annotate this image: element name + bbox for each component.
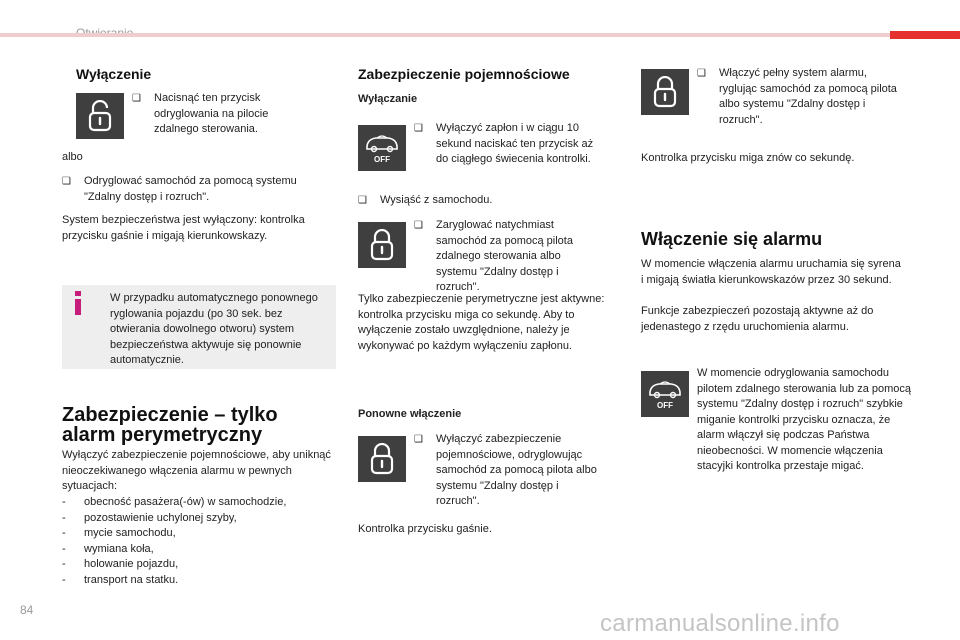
- situations-list: [62, 495, 332, 588]
- col3-status: Kontrolka przycisku miga znów co sekundę.: [641, 152, 855, 164]
- col3-para2: Funkcje zabezpieczeń pozostają aktywne aż do jedenastego z rzędu uruchomienia alarmu.: [641, 305, 874, 333]
- col3-step1: ❑ Włączyć pełny system alarmu, ryglując samochód za pomocą pilota albo systemu "Zdalny dostęp i rozruch".: [697, 67, 897, 126]
- svg-text:OFF: OFF: [657, 401, 673, 410]
- header-accent: [890, 31, 960, 39]
- col1-status: System bezpieczeństwa jest wyłączony: kontrolka przycisku gaśnie i migają kierunkowskazy.: [62, 214, 305, 242]
- list-item: - obecność pasażera(-ów) w samochodzie,: [62, 496, 287, 508]
- watermark: carmanualsonline.info: [600, 610, 840, 637]
- col1-section2-title-line1: Zabezpieczenie – tylko: [62, 404, 278, 426]
- page-number: 84: [20, 603, 34, 617]
- unlock-icon: [76, 93, 124, 139]
- col2-step2: ❑ Wysiąść z samochodu.: [358, 194, 493, 206]
- list-item: - pozostawienie uchylonej szyby,: [62, 511, 237, 524]
- list-item: - wymiana koła,: [62, 542, 154, 555]
- col1-section2-intro: Wyłączyć zabezpieczenie pojemnościowe, aby uniknąć nieoczekiwanego włączenia alarmu w pewnych sytuacjach:: [62, 449, 331, 492]
- col1-step1: ❑ Nacisnąć ten przycisk odryglowania na pilocie zdalnego sterowania.: [132, 92, 269, 135]
- lock-icon: [641, 69, 689, 115]
- col2-note: Tylko zabezpieczenie perymetryczne jest aktywne: kontrolka przycisku miga co sekundę. Aby to wyłączenie zostało uwzględnione, należy je wykonywać po każdym wyłączeniu zapłonu.: [358, 293, 605, 352]
- col1-step2: ❑ Odryglować samochód za pomocą systemu "Zdalny dostęp i rozruch".: [62, 175, 297, 203]
- alarm-off-button-icon: [358, 125, 406, 171]
- col2-title: Zabezpieczenie pojemnościowe: [358, 66, 570, 82]
- col3-title: Włączenie się alarmu: [641, 229, 823, 249]
- col1-section2-title-line2: alarm perymetryczny: [62, 424, 263, 446]
- col2-step3: ❑ Zaryglować natychmiast samochód za pomocą pilota zdalnego sterowania albo systemu "Zdalny dostęp i rozruch".: [414, 219, 573, 293]
- col2-step1: ❑ Wyłączyć zapłon i w ciągu 10 sekund naciskać ten przycisk aż do ciągłego świecenia kontrolki.: [414, 122, 594, 165]
- list-item: - transport na statku.: [62, 573, 179, 586]
- info-text: W przypadku automatycznego ponownego ryglowania pojazdu (po 30 sek. bez otwierania dowolnego otworu) system bezpieczeństwa aktywuje się ponownie automatycznie.: [110, 292, 318, 366]
- col1-albo: albo: [62, 151, 83, 163]
- col3-para1: W momencie włączenia alarmu uruchamia się syrena i migają światła kierunkowskazów przez 30 sekund.: [641, 258, 901, 286]
- list-item: - holowanie pojazdu,: [62, 558, 179, 570]
- list-item: - mycie samochodu,: [62, 527, 176, 539]
- col3-detail: W momencie odryglowania samochodu pilotem zdalnego sterowania lub za pomocą systemu "Zdalny dostęp i rozruch" szybkie miganie kontrolki przycisku oznacza, że alarm włączył się podczas Państwa nieobecności. W momencie włączenia stacyjki kontrolka przestaje migać.: [697, 367, 912, 472]
- header-rule: [0, 33, 960, 37]
- col2-step4: ❑ Wyłączyć zabezpieczenie pojemnościowe, odryglowując samochód za pomocą pilota albo systemu "Zdalny dostęp i rozruch".: [414, 433, 597, 507]
- col1-title: Wyłączenie: [76, 66, 152, 82]
- col2-sub-ponowne: Ponowne włączenie: [358, 408, 462, 420]
- info-icon: [72, 291, 84, 315]
- col2-status: Kontrolka przycisku gaśnie.: [358, 523, 492, 535]
- alarm-off-button-icon: [641, 371, 689, 417]
- col2-sub-wylaczanie: Wyłączanie: [358, 93, 418, 105]
- info-box: [62, 285, 336, 369]
- svg-text:OFF: OFF: [374, 155, 390, 164]
- lock-icon: [358, 222, 406, 268]
- lock-icon: [358, 436, 406, 482]
